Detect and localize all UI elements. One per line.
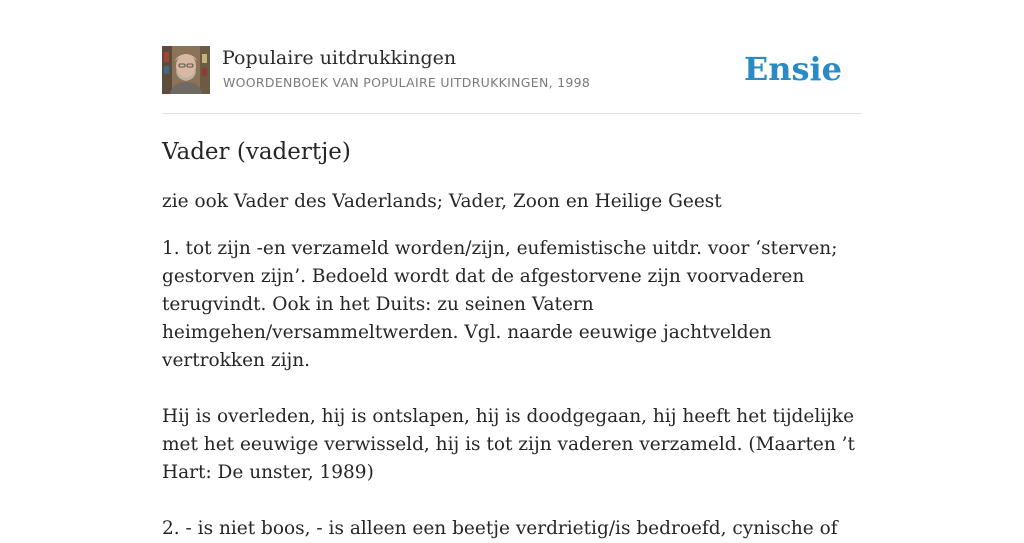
- header: [162, 46, 862, 96]
- header-divider: [162, 113, 862, 114]
- entry-title: Vader (vadertje): [162, 139, 351, 165]
- entry-body: [162, 235, 862, 543]
- paragraph: Hij is overleden, hij is ontslapen, hij is doodgegaan, hij heeft het tijdelijke met het eeuwige verwisseld, hij is tot zijn vaderen verzameld. (Maarten ’t Hart: De unster, 1989): [162, 406, 855, 483]
- author-avatar[interactable]: [162, 46, 210, 94]
- paragraph: 2. - is niet boos, - is alleen een beetje verdrietig/is bedroefd, cynische of: [162, 518, 838, 539]
- paragraph: 1. tot zijn -en verzameld worden/zijn, eufemistische uitdr. voor ‘sterven; gestorven zijn’. Bedoeld wordt dat de afgestorvene zijn voorvaderen terugvindt. Ook in het Duits: zu seinen Vatern heimgehen/versammeltwerden. Vgl. naarde eeuwige jachtvelden vertrokken zijn.: [162, 238, 838, 371]
- entry-content: [162, 136, 862, 543]
- ensie-logo[interactable]: Ensie: [743, 50, 842, 88]
- see-also-text: zie ook Vader des Vaderlands; Vader, Zoon en Heilige Geest: [162, 191, 722, 212]
- source-title[interactable]: Populaire uitdrukkingen: [222, 47, 457, 69]
- source-subtitle: WOORDENBOEK VAN POPULAIRE UITDRUKKINGEN, 1998: [223, 75, 591, 90]
- portrait-image: [162, 46, 210, 94]
